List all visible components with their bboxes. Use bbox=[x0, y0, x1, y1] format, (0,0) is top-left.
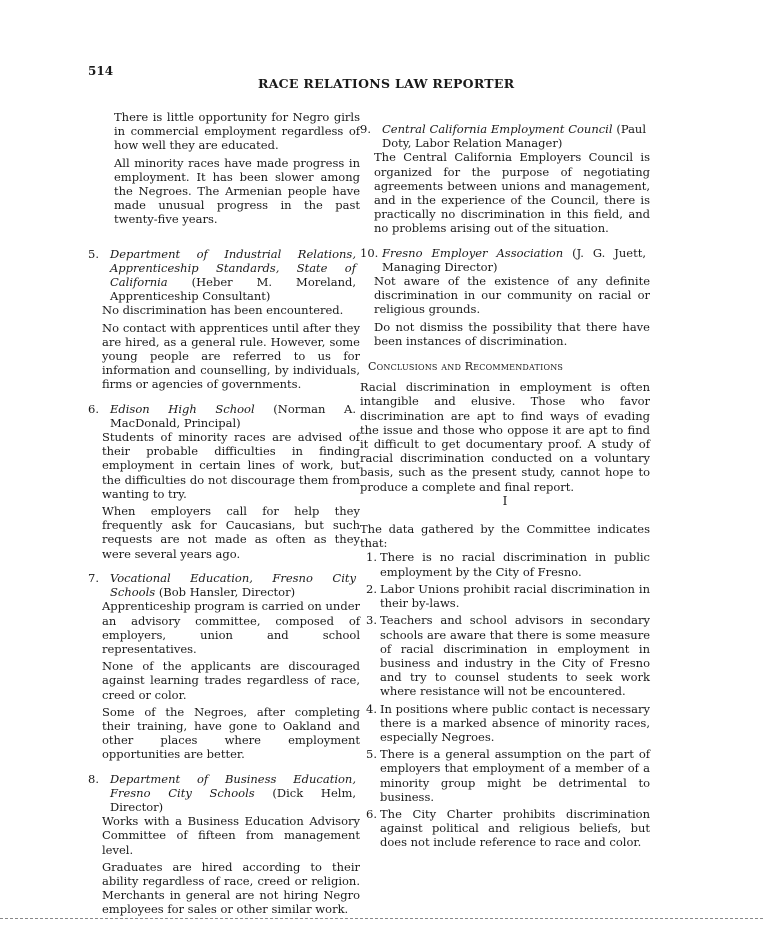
item-text: There is no racial discrimination in public employment by the City of Fresno. bbox=[380, 550, 650, 579]
entry-body bbox=[88, 303, 360, 391]
item-number: 2. bbox=[366, 581, 377, 596]
entry-contact: (Dick Helm, Director) bbox=[110, 785, 357, 814]
entry-paragraph: When employers call for help they frequently ask for Caucasians, but such requests are not made as often as they were several years ago. bbox=[102, 504, 360, 561]
entry-heading bbox=[88, 772, 360, 815]
entry-number: 5. bbox=[88, 246, 99, 261]
section-heading: Conclusions and Recommendations bbox=[368, 360, 564, 374]
entry-body bbox=[88, 599, 360, 761]
entry-contact: (Heber M. Moreland, Apprenticeship Consultant) bbox=[110, 275, 357, 304]
entry-contact: (Bob Hansler, Director) bbox=[158, 585, 296, 600]
entry-heading bbox=[88, 402, 360, 430]
list-item bbox=[360, 807, 650, 850]
right-column bbox=[360, 122, 650, 853]
item-number: 4. bbox=[366, 701, 377, 716]
entry-body bbox=[88, 814, 360, 916]
item-number: 6. bbox=[366, 806, 377, 821]
running-head: RACE RELATIONS LAW REPORTER bbox=[258, 76, 515, 91]
list-item bbox=[360, 613, 650, 698]
entry-number: 6. bbox=[88, 401, 99, 416]
entry-8 bbox=[88, 772, 360, 917]
list-item bbox=[360, 550, 650, 578]
entry-contact: (Norman A. MacDonald, Principal) bbox=[110, 401, 356, 430]
findings-list bbox=[360, 550, 650, 849]
entry-body bbox=[360, 274, 650, 348]
entry-body bbox=[88, 430, 360, 561]
entry-paragraph: No discrimination has been encountered. bbox=[102, 303, 344, 318]
item-number: 1. bbox=[366, 550, 377, 565]
left-lead bbox=[88, 110, 360, 227]
entry-heading bbox=[88, 247, 360, 304]
entry-heading bbox=[360, 122, 650, 150]
entry-paragraph: Do not dismiss the possibility that there have been instances of discrimination. bbox=[374, 319, 650, 348]
entry-paragraph: Works with a Business Education Advisory Committee of fifteen from management level. bbox=[102, 814, 360, 857]
list-item bbox=[360, 747, 650, 804]
entry-heading bbox=[88, 571, 360, 599]
page-number: 514 bbox=[88, 64, 114, 78]
lead-paragraph: There is little opportunity for Negro girls in commercial employment regardless of how well they are educated. bbox=[114, 110, 360, 153]
entry-org: Edison High School bbox=[110, 401, 255, 416]
entry-paragraph: Students of minority races are advised of their probable difficulties in finding employment in certain lines of work, but the difficulties do not discourage them from wanting to try. bbox=[102, 430, 360, 501]
entry-paragraph: Not aware of the existence of any definite discrimination in our community on racial or religious grounds. bbox=[374, 274, 650, 317]
item-text: Teachers and school advisors in secondary schools are aware that there is some measure of racial discrimination in employment in business and industry in the City of Fresno and try to counsel students to seek work where resistance will not be encountered. bbox=[380, 613, 650, 699]
list-item bbox=[360, 702, 650, 745]
lead-paragraph: All minority races have made progress in employment. It has been slower among the Negroes. The Armenian people have made unusual progress in the past twenty-five years. bbox=[114, 155, 360, 227]
entry-paragraph: Graduates are hired according to their ability regardless of race, creed or religion. Merchants in general are not hiring Negro employees for sales or other similar work. bbox=[102, 859, 360, 917]
entry-number: 8. bbox=[88, 771, 99, 786]
item-number: 5. bbox=[366, 747, 377, 762]
entry-number: 9. bbox=[360, 122, 371, 136]
item-text: There is a general assumption on the part of employers that employment of a member of a minority group might be detrimental to business. bbox=[380, 747, 650, 804]
entry-org: Department of Business Education, Fresno City Schools bbox=[110, 771, 356, 800]
entry-paragraph: None of the applicants are discouraged against learning trades regardless of race, creed or color. bbox=[102, 659, 360, 702]
entry-paragraph: Some of the Negroes, after completing their training, have gone to Oakland and other places where employment opportunities are better. bbox=[102, 704, 360, 762]
entry-paragraph: No contact with apprentices until after they are hired, as a general rule. However, some young people are referred to us for information and counselling, by individuals, firms or agencies of governments. bbox=[102, 320, 360, 392]
entry-heading bbox=[360, 246, 650, 274]
entry-5 bbox=[88, 247, 360, 392]
entry-7 bbox=[88, 571, 360, 762]
entry-number: 10. bbox=[360, 245, 379, 260]
left-column bbox=[88, 110, 360, 927]
entry-contact: (J. G. Juett, Managing Director) bbox=[382, 245, 646, 274]
entry-10 bbox=[360, 246, 650, 348]
entry-org: Central California Employment Council bbox=[382, 122, 613, 136]
entry-body bbox=[360, 150, 650, 235]
item-number: 3. bbox=[366, 613, 377, 628]
entry-6 bbox=[88, 402, 360, 561]
entry-org: Department of Industrial Relations, Apprenticeship Standards, State of California bbox=[110, 246, 356, 290]
entry-org: Fresno Employer Association bbox=[382, 245, 564, 260]
entry-contact: (Paul Doty, Labor Relation Manager) bbox=[382, 122, 647, 151]
findings-intro: The data gathered by the Committee indicates that: bbox=[360, 522, 650, 551]
conclusion-paragraph: Racial discrimination in employment is often intangible and elusive. Those who favor discrimination are apt to find ways of evading the issue and those who oppose it are apt to find it difficult to get documentary proof. A study of racial discrimination conducted on a voluntary basis, such as the present study, cannot hope to produce a complete and final report. bbox=[360, 380, 650, 494]
entry-org: Vocational Education, Fresno City Schools bbox=[110, 570, 356, 600]
list-item bbox=[360, 582, 650, 610]
entry-paragraph: Apprenticeship program is carried on under an advisory committee, composed of employers, union and school representatives. bbox=[102, 599, 360, 656]
section-numeral: I bbox=[502, 493, 508, 508]
item-text: In positions where public contact is necessary there is a marked absence of minority races, especially Negroes. bbox=[380, 701, 650, 744]
item-text: Labor Unions prohibit racial discrimination in their by-laws. bbox=[380, 581, 650, 611]
entry-paragraph: The Central California Employers Council is organized for the purpose of negotiating agreements between unions and management, and in the experience of the Council, there is practically no discrimination in this field, and no problems arising out of the situation. bbox=[374, 150, 650, 236]
entry-9 bbox=[360, 122, 650, 236]
item-text: The City Charter prohibits discrimination against political and religious beliefs, but does not include reference to race and color. bbox=[380, 806, 650, 850]
entry-number: 7. bbox=[88, 570, 99, 585]
bottom-rule bbox=[0, 918, 763, 919]
